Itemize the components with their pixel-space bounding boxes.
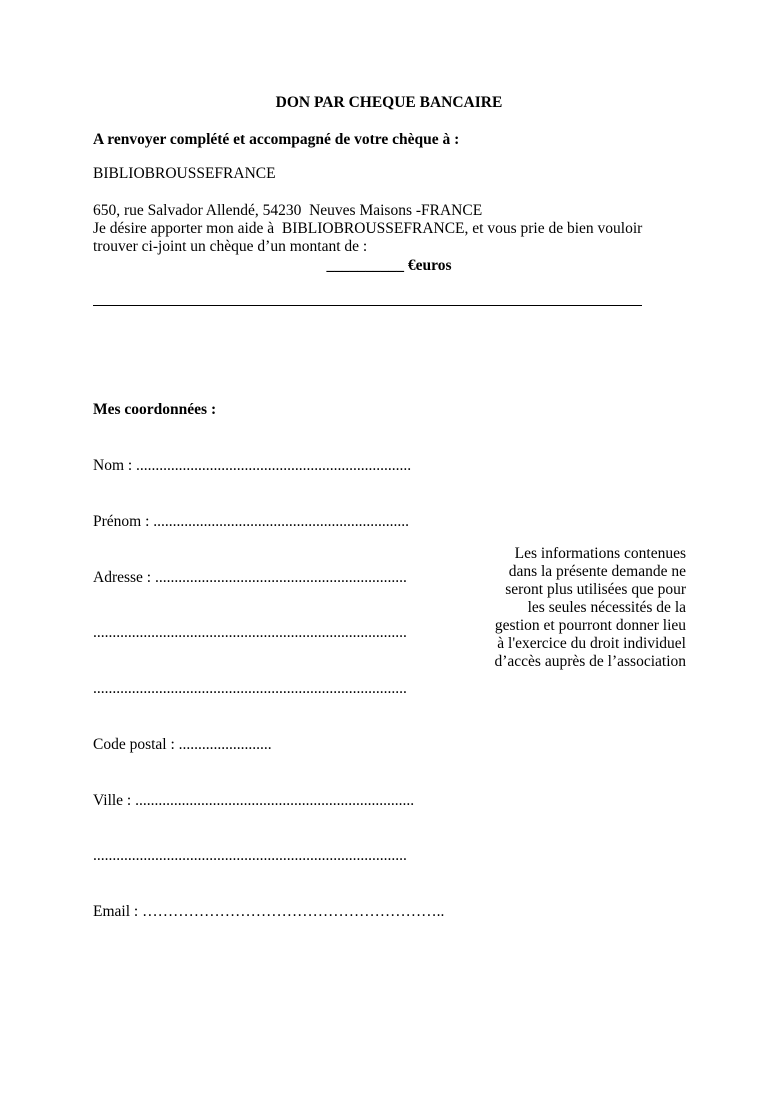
city-line-2-field[interactable]: ................................................................................. bbox=[93, 847, 407, 865]
notice-line: à l'exercice du droit individuel bbox=[497, 635, 686, 652]
support-text-line-2: trouver ci-joint un chèque d’un montant de : bbox=[93, 238, 368, 255]
coordinates-section bbox=[93, 364, 444, 959]
instruction-text: A renvoyer complété et accompagné de votre chèque à : bbox=[93, 131, 460, 148]
name-field[interactable]: Nom : ....................................................................... bbox=[93, 456, 412, 474]
support-text-line-1: Je désire apporter mon aide à BIBLIOBROUSSEFRANCE, et vous prie de bien vouloir bbox=[93, 220, 643, 237]
notice-line: d’accès auprès de l’association bbox=[494, 653, 686, 670]
separator-line bbox=[93, 305, 642, 306]
address-line-2-field[interactable]: ................................................................................. bbox=[93, 624, 407, 642]
organization-name: BIBLIOBROUSSEFRANCE bbox=[93, 165, 276, 182]
notice-line: seront plus utilisées que pour bbox=[505, 581, 686, 598]
amount-field[interactable]: __________ €euros bbox=[326, 257, 452, 274]
privacy-notice bbox=[456, 545, 686, 671]
address-line-3-field[interactable]: ................................................................................. bbox=[93, 680, 407, 698]
city-field[interactable]: Ville : ........................................................................ bbox=[93, 791, 415, 809]
first-name-field[interactable]: Prénom : .................................................................. bbox=[93, 512, 410, 530]
notice-line: les seules nécessités de la bbox=[527, 599, 686, 616]
notice-line: Les informations contenues bbox=[514, 545, 686, 562]
notice-line: dans la présente demande ne bbox=[508, 563, 686, 580]
email-field[interactable]: Email : ………………………………………………….. bbox=[93, 903, 445, 921]
notice-line: gestion et pourront donner lieu bbox=[494, 617, 686, 634]
address-field[interactable]: Adresse : ................................................................. bbox=[93, 568, 407, 586]
postal-code-field[interactable]: Code postal : ........................ bbox=[93, 735, 272, 753]
organization-address: 650, rue Salvador Allendé, 54230 Neuves Maisons -FRANCE bbox=[93, 202, 483, 219]
coordinates-heading: Mes coordonnées : bbox=[93, 401, 217, 419]
page-title: DON PAR CHEQUE BANCAIRE bbox=[275, 94, 503, 111]
